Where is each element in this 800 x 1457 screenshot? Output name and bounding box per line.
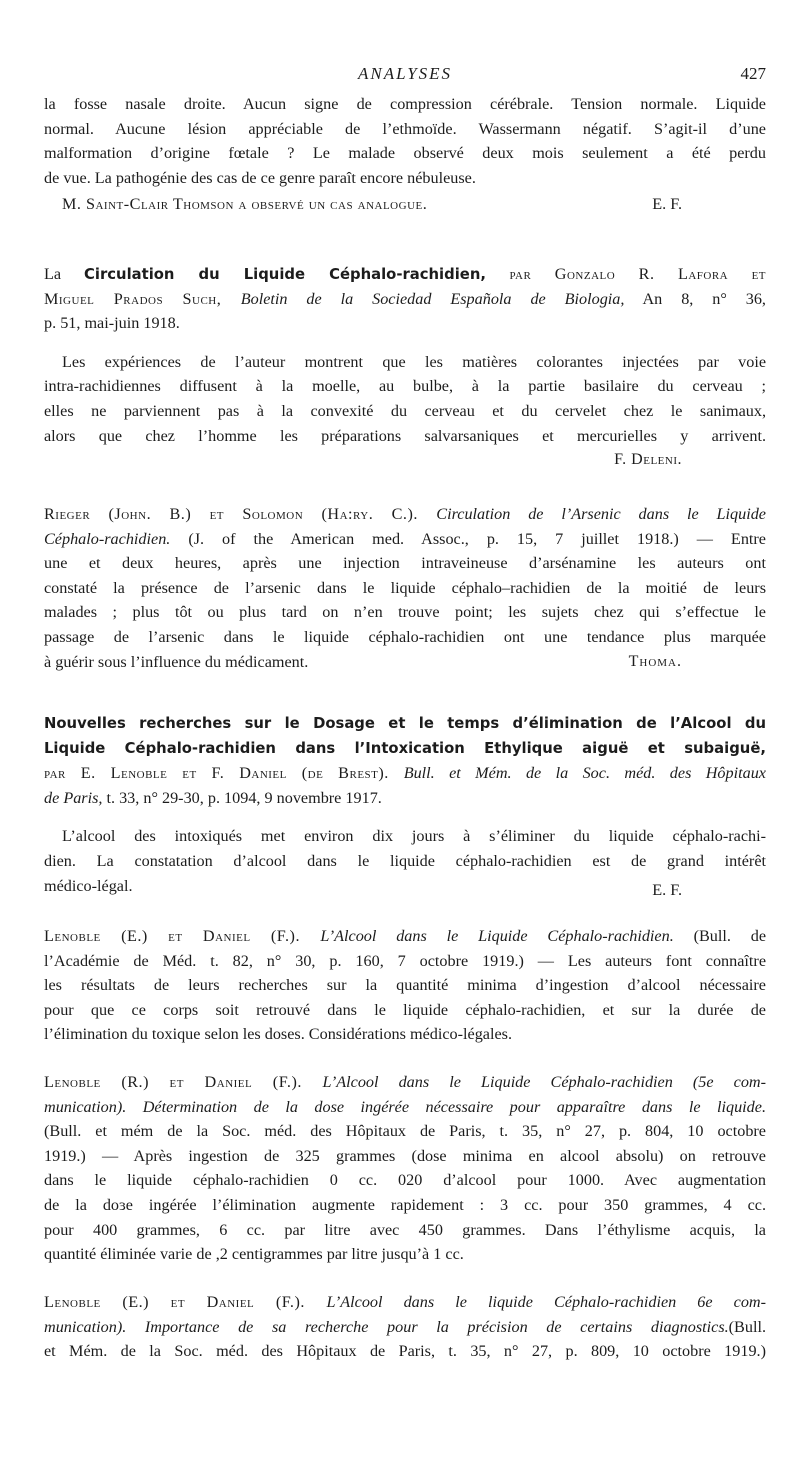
text-line: passage de l’arsenic dans le liquide céphalo-rachidien ont une tendance plus marquée <box>44 627 766 646</box>
text-line: normal. Aucune lésion appréciable de l’ethmoïde. Wassermann négatif. S’agit-il d’une <box>44 119 766 138</box>
text-line: la fosse nasale droite. Aucun signe de compression cérébrale. Tension normale. Liquide <box>44 95 766 113</box>
text-line: de la doɜe ingérée l’élimination augmente rapidement : 3 cc. pour 350 grammes, 4 cc. <box>44 1195 766 1214</box>
text-line: une et deux heures, après une injection intraveineuse d’arsénamine les auteurs ont <box>44 554 766 573</box>
signature: Thoma. <box>628 652 682 670</box>
text-line: médico-légal. <box>44 876 133 895</box>
abstract-title: Céphalo-rachidien. (J. of the American med. Assoc., p. 15, 7 juillet 1918.) — Entre <box>44 529 766 548</box>
abstract-title: Rieger (John. B.) et Solomon (Ha:ry. C.). Circulation de l’Arsenic dans le Liquide <box>44 505 766 523</box>
abstract-title: munication). Détermination de la dose ingérée nécessaire pour apparaître dans le liquide. <box>44 1097 766 1116</box>
text-line: pour que ce corps soit retrouvé dans le liquide céphalo-rachidien, et sur la durée de <box>44 1000 766 1019</box>
abstract-title: de Paris, t. 33, n° 29-30, p. 1094, 9 novembre 1917. <box>44 788 382 807</box>
abstract-lafora <box>44 262 766 473</box>
abstract-nouvelles <box>44 712 766 898</box>
abstract-title: Lenoble (E.) et Daniel (F.). L’Alcool dans le Liquide Céphalo-rachidien. (Bull. de <box>44 927 766 945</box>
abstract-lenoble-2 <box>44 1070 766 1267</box>
text-line: elles ne parviennent pas à la convexité du cerveau et du cervelet chez le sanimaux, <box>44 401 766 420</box>
abstract-title: par E. Lenoble et F. Daniel (de Brest). Bull. et Mém. de la Soc. méd. des Hôpitaux <box>44 764 766 783</box>
signature: E. F. <box>652 880 682 899</box>
abstract-title: munication). Importance de sa recherche pour la précision de certains diagnostics.(Bull. <box>44 1317 766 1336</box>
text-line: malades ; plus tôt ou plus tard on n’en trouve point; les sujets chez qui s’effectue le <box>44 603 766 622</box>
carry-over-paragraph <box>44 92 766 218</box>
text-line: alors que chez l’homme les préparations salvarsaniques et mercurielles y arrivent. <box>44 426 766 445</box>
text-line: intra-rachidiennes diffusent à la moelle, au bulbe, à la partie basilaire du cerveau ; <box>44 377 766 396</box>
abstract-title: Miguel Prados Such, Boletin de la Sociedad Española de Biologia, An 8, n° 36, <box>44 289 766 308</box>
signature: F. Deleni. <box>614 451 682 469</box>
abstract-title: Lenoble (E.) et Daniel (F.). L’Alcool dans le liquide Céphalo-rachidien 6e com- <box>44 1293 766 1311</box>
text-line: (Bull. et mém de la Soc. méd. des Hôpitaux de Paris, t. 35, n° 27, p. 804, 10 octobre <box>44 1122 766 1141</box>
text-line: dien. La constatation d’alcool dans le liquide céphalo-rachidien est de grand intérêt <box>44 851 766 870</box>
text-line: L’alcool des intoxiqués met environ dix jours à s’éliminer du liquide céphalo-rachi- <box>62 827 766 846</box>
text-line: de vue. La pathogénie des cas de ce genre paraît encore nébuleuse. <box>44 168 476 187</box>
text-line: M. Saint-Clair Thomson a observé un cas analogue. <box>62 195 428 214</box>
abstract-title: Nouvelles recherches sur le Dosage et le temps d’élimination de l’Alcool du <box>44 715 766 732</box>
text-line: pour 400 grammes, 6 cc. par litre avec 450 grammes. Dans l’éthylisme acquis, la <box>44 1220 766 1239</box>
abstract-title: Liquide Céphalo-rachidien dans l’Intoxication Ethylique aiguë et subaiguë, <box>44 739 766 757</box>
running-title: ANALYSES <box>357 64 453 83</box>
abstract-title: Lenoble (R.) et Daniel (F.). L’Alcool dans le Liquide Céphalo-rachidien (5e com- <box>44 1073 766 1091</box>
text-line: Les expériences de l’auteur montrent que les matières colorantes injectées par voie <box>62 352 766 371</box>
abstract-lenoble-3 <box>44 1290 766 1364</box>
abstract-title: La Circulation du Liquide Céphalo-rachidien, par Gonzalo R. Lafora et <box>44 265 766 283</box>
text-line: l’élimination du toxique selon les doses. Considérations médico-légales. <box>44 1025 512 1044</box>
text-line: constaté la présence de l’arsenic dans le liquide céphalo–rachidien de la moitié de leurs <box>44 578 766 597</box>
text-line: 1919.) — Après ingestion de 325 grammes (dose minima en alcool absolu) on retrouve <box>44 1146 766 1165</box>
abstract-rieger <box>44 502 766 674</box>
signature: E. F. <box>652 195 682 214</box>
text-line: les résultats de leurs recherches sur la quantité minima d’ingestion d’alcool nécessaire <box>44 976 766 995</box>
text-line: dans le liquide céphalo-rachidien 0 cc. 020 d’alcool pour 1000. Avec augmentation <box>44 1171 766 1190</box>
running-header <box>44 64 766 90</box>
text-line: quantité éliminée varie de ,2 centigrammes par litre jusqu’à 1 cc. <box>44 1245 464 1264</box>
abstract-title: p. 51, mai-juin 1918. <box>44 314 180 333</box>
text-line: et Mém. de la Soc. méd. des Hôpitaux de Paris, t. 35, n° 27, p. 809, 10 octobre 1919.) <box>44 1342 766 1361</box>
abstract-lenoble-1 <box>44 924 766 1047</box>
page-number: 427 <box>740 64 766 83</box>
text-line: malformation d’origine fœtale ? Le malade observé deux mois seulement a été perdu <box>44 144 766 163</box>
text-line: à guérir sous l’influence du médicament. <box>44 652 309 671</box>
text-line: l’Académie de Méd. t. 82, n° 30, p. 160, 7 octobre 1919.) — Les auteurs font connaître <box>44 951 766 970</box>
